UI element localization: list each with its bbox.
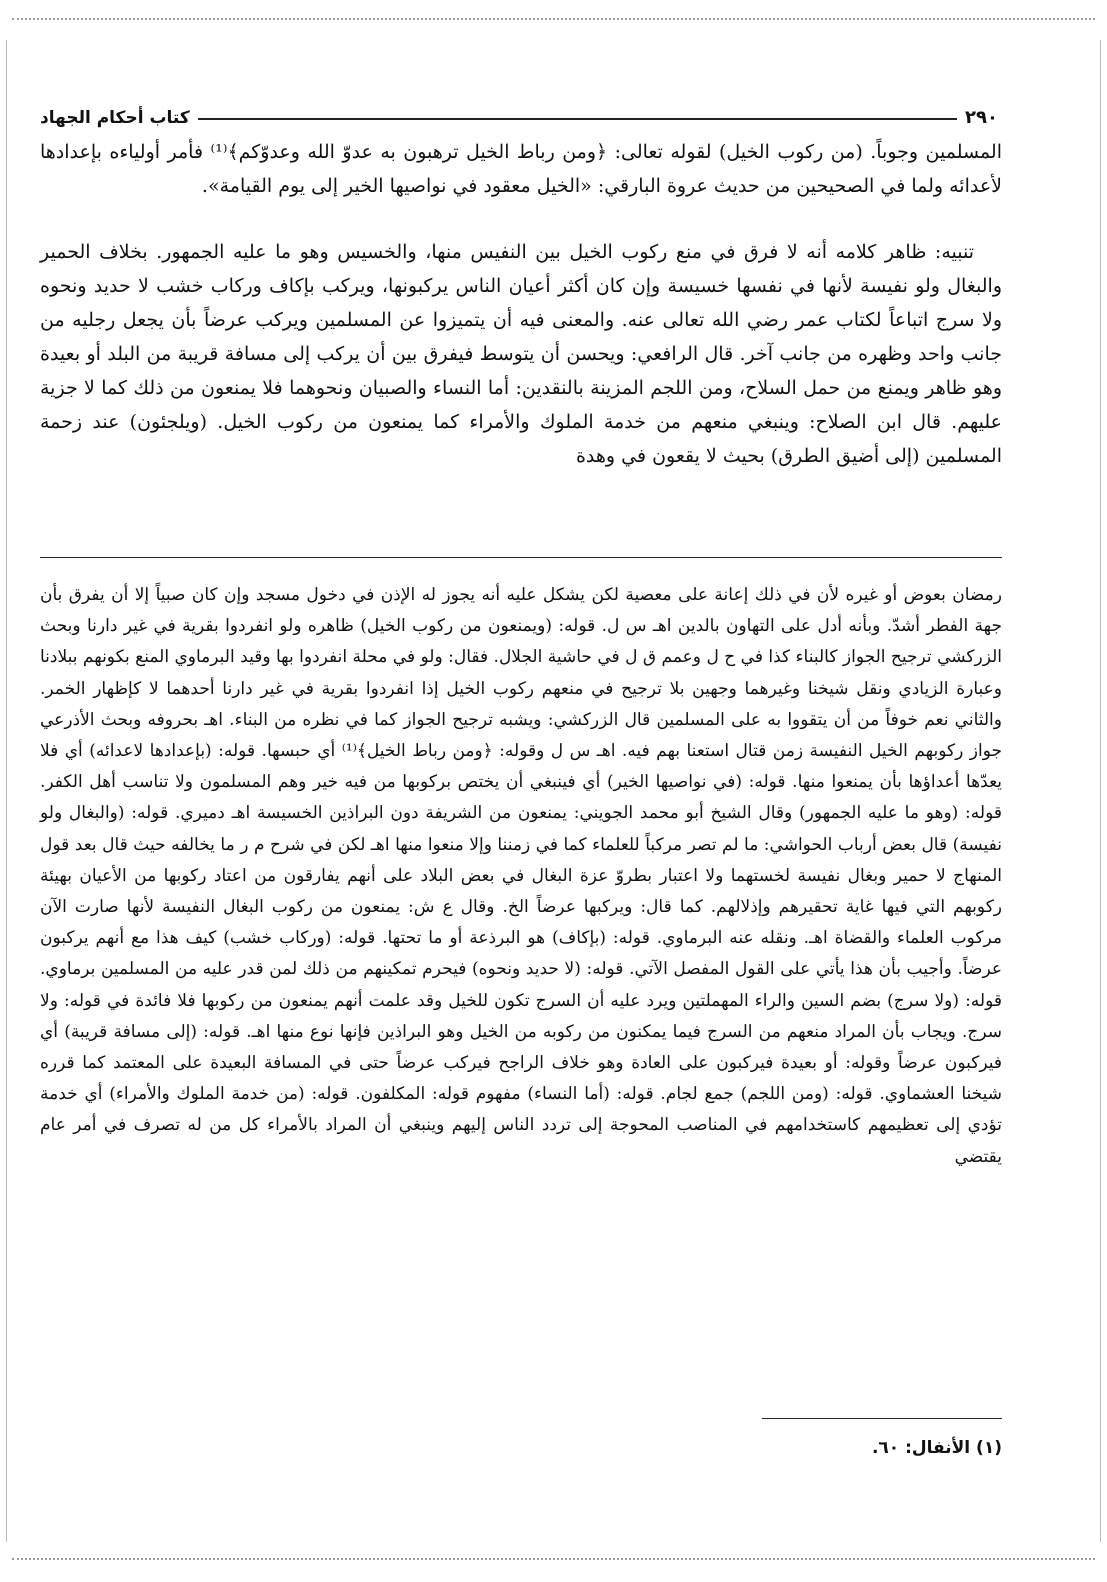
commentary-paragraph: رمضان بعوض أو غيره لأن في ذلك إعانة على معصية لكن يشكل عليه أنه يجوز له الإذن في دخول مسجد وإن كان صبياً إلا أن يفرق بأن جهة الفطر أشدّ. وبأنه أدل على التهاون بالدين اهـ س ل. قوله: (ويمنعون من ركوب الخيل) ظاهره ولو انفردوا بقرية في غير دارنا وبحث الزركشي ترجيح الجواز كالبناء كذا في ح ل وعمم ق ل في حاشية الجلال. فقال: ولو في محلة انفردوا بها وقيد البرماوي المنع بكونهم ببلادنا وعبارة الزيادي ونقل شيخنا وغيرهما وجهين بلا ترجيح في منعهم ركوب الخيل إذا انفردوا بقرية في غير دارنا أحدهما لا كإظهار الخمر. والثاني نعم خوفاً من أن يتقووا به على المسلمين قال الزركشي: ويشبه ترجيح الجواز كما في نظره من البناء. اهـ بحروفه وبحث الأذرعي جواز ركوبهم الخيل النفيسة زمن قتال استعنا بهم فيه. اهـ س ل وقوله: ﴿ومن رباط الخيل﴾⁽¹⁾ أي حبسها. قوله: (بإعدادها لاعدائه) أي فلا يعدّها أعداؤها بأن يمنعوا منها. قوله: (في نواصيها الخير) أي فينبغي أن يختص بركوبها من فيه خير وهم المسلمون ولا تناسب أهل الكفر. قوله: (وهو ما عليه الجمهور) وقال الشيخ أبو محمد الجويني: يمنعون من الشريفة دون البراذين الخسيسة اهـ دميري. قوله: (والبغال ولو نفيسة) قال بعض أرباب الحواشي: ما لم تصر مركباً للعلماء كما في زمننا وإلا منعوا منها اهـ لكن في شرح م ر ما يخالفه حيث قال بعد قول المنهاج لا حمير وبغال نفيسة لخستهما ولا اعتبار بطروّ عزة البغال في بعض البلاد على أنهم يفارقون من اعتاد ركوبها من الأعيان بهيئة ركوبهم التي فيها غاية تحقيرهم وإذلالهم. كما قال: ويركبها عرضاً الخ. وقال ع ش: يمنعون من ركوب البغال النفيسة لأنها صارت الآن مركوب العلماء والقضاة اهـ. ونقله عنه البرماوي. قوله: (بإكاف) هو البرذعة أو ما تحتها. قوله: (وركاب خشب) كيف هذا مع أنهم يركبون عرضاً. وأجيب بأن هذا يأتي على القول المفصل الآتي. قوله: (لا حديد ونحوه) فيحرم تمكينهم من ذلك لمن قدر عليه من المسلمين برماوي. قوله: (ولا سرج) بضم السين والراء المهملتين ويرد عليه أن السرج تكون للخيل وقد علمت أنهم يمنعون من ركوبها فلا فائدة في قوله: ولا سرج. ويجاب بأن المراد منعهم من السرج فيما يمكنون من ركوبه من الخيل وهو البراذين فإنها نوع منها اهـ. قوله: (إلى مسافة قريبة) أي فيركبون عرضاً وقوله: أو بعيدة فيركبون على العادة وهو خلاف الراجح فيركب عرضاً حتى في المسافة البعيدة على المعتمد كما قرره شيخنا العشماوي. قوله: (ومن اللجم) جمع لجام. قوله: (أما النساء) مفهوم قوله: المكلفون. قوله: (من خدمة الملوك والأمراء) أي خدمة تؤدي إلى تعظيمهم كاستخدامهم في المناصب المحوجة إلى تردد الناس إليهم وينبغي أن المراد بالأمراء كل من له تصرف في أمر عام يقتضي: [40, 585, 1003, 1167]
page-frame-right: [1086, 40, 1101, 1542]
book-page: [40, 0, 1002, 1582]
body-separator-rule: [40, 557, 1002, 558]
main-text: [40, 135, 1002, 473]
main-paragraph-2: تنبيه: ظاهر كلامه أنه لا فرق في منع ركوب الخيل بين النفيس منها، والخسيس وهو ما عليه الجمهور. بخلاف الحمير والبغال ولو نفيسة لأنها في نفسها خسيسة وإن كان أكثر أعيان الناس يركبونها، ويركب بإكاف وركاب خشب لا حديد ونحوه ولا سرج اتباعاً لكتاب عمر رضي الله تعالى عنه. والمعنى فيه أن يتميزوا عن المسلمين ويركب عرضاً بأن يجعل رجليه من جانب واحد وظهره من جانب آخر. قال الرافعي: ويحسن أن يتوسط فيفرق بين أن يركب إلى مسافة قريبة من البلد أو بعيدة وهو ظاهر ويمنع من حمل السلاح، ومن اللجم المزينة بالنقدين: أما النساء والصبيان ونحوهما فلا يمنعون من ذلك كما لا جزية عليهم. قال ابن الصلاح: وينبغي منعهم من خدمة الملوك والأمراء كما يمنعون من ركوب الخيل. (ويلجئون) عند زحمة المسلمين (إلى أضيق الطرق) بحيث لا يقعون في وهدة: [40, 241, 1002, 467]
commentary-text: [40, 580, 1002, 1173]
footnote: (١) الأنفال: ٦٠.: [871, 1438, 1002, 1458]
book-title: كتاب أحكام الجهاد: [40, 108, 190, 128]
running-head: [40, 96, 1002, 128]
footnote-rule: [762, 1418, 1002, 1419]
main-paragraph-1: المسلمين وجوباً. (من ركوب الخيل) لقوله تعالى: ﴿ومن رباط الخيل ترهبون به عدوّ الله وعدوّكم﴾⁽¹⁾ فأمر أولياءه بإعدادها لأعدائه ولما في الصحيحين من حديث عروة البارقي: «الخيل معقود في نواصيها الخير إلى يوم القيامة».: [40, 141, 1002, 197]
header-rule: [198, 118, 957, 120]
page-frame-left: [6, 40, 21, 1542]
page-number: ٢٩٠: [965, 107, 998, 128]
